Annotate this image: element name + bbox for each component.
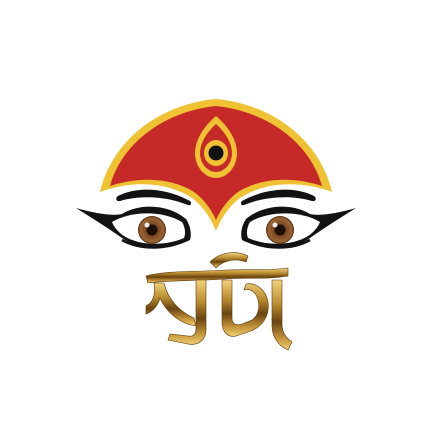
left-eyebrow (116, 190, 191, 206)
right-eyebrow (241, 190, 316, 206)
wordmark-glyph-da (146, 283, 196, 326)
right-eye (241, 207, 356, 248)
wordmark-glyph-hook (210, 253, 248, 268)
third-eye-pupil (209, 146, 224, 161)
wordmark-glyph-i-kar (272, 280, 292, 350)
right-eye-highlight (273, 223, 278, 228)
wordmark-headstroke (146, 268, 288, 283)
wordmark-dristi (146, 253, 292, 350)
left-eye (76, 207, 191, 248)
left-eye-highlight (145, 223, 150, 228)
wordmark-glyph-sta (222, 280, 268, 336)
